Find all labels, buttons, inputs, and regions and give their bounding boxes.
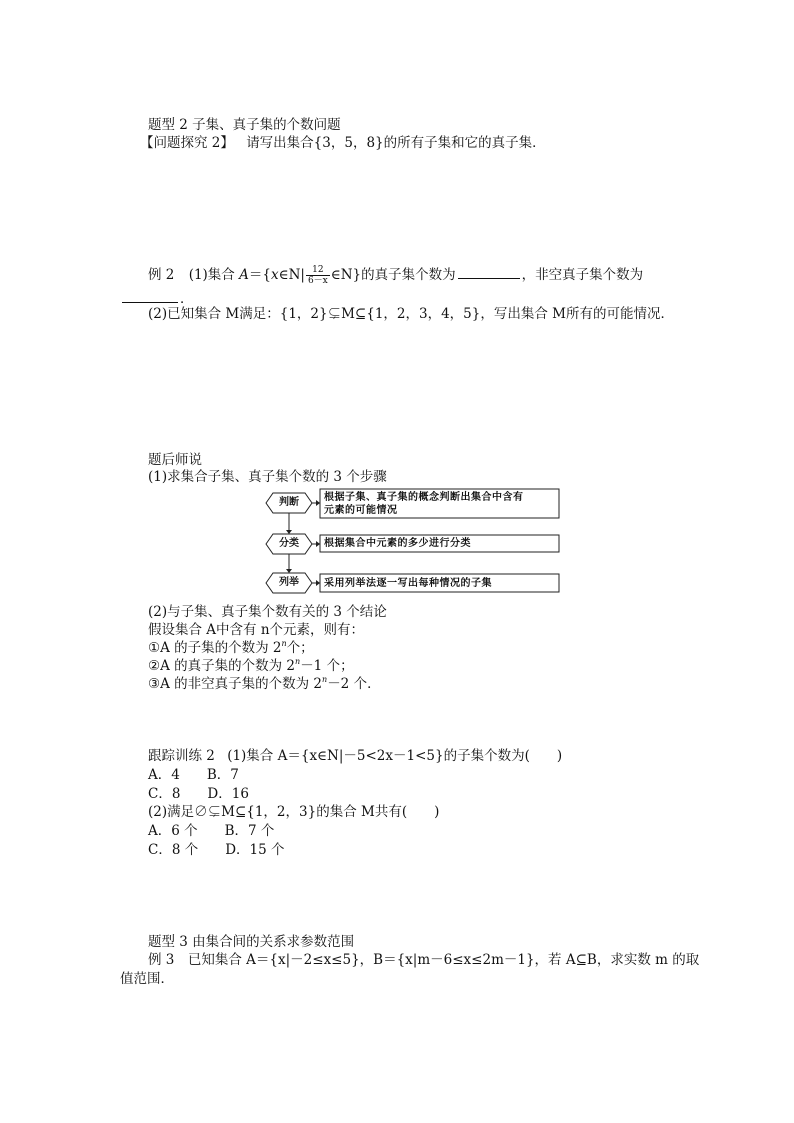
flow-step-1-line-1: 根据子集、真子集的概念判断出集合中含有 (324, 492, 524, 503)
conclusion-2-post: －1 个； (300, 658, 354, 674)
summary-title: 题后师说 (148, 452, 202, 468)
exponent-n: n (295, 657, 301, 666)
fraction-denominator: 6－x (307, 276, 328, 286)
conclusion-1-pre: ①A 的子集的个数为 2 (148, 640, 282, 656)
flow-step-3-label: 列举 (279, 577, 299, 588)
example-2-label: 例 2 (148, 267, 175, 283)
track-2-q2-options-2: C．8 个 D．15 个 (148, 842, 285, 858)
conclusion-1 (148, 640, 314, 656)
track-2-q1-options-2: C．8 D．16 (148, 786, 249, 802)
conclusion-3 (148, 676, 381, 692)
inquiry-label: 【问题探究 2】 (140, 135, 234, 151)
ex2-set-close: ∈N}的真子集个数为 (330, 267, 456, 283)
track-2-q2-options-1: A．6 个 B．7 个 (148, 823, 275, 839)
example-3-line-2: 值范围． (120, 971, 174, 987)
conclusion-1-post: 个； (286, 640, 314, 656)
exponent-n: n (322, 675, 328, 684)
steps-flowchart (258, 488, 560, 596)
set-a-symbol: A (239, 267, 249, 283)
x-variable: x (270, 267, 279, 283)
conclusion-2-pre: ②A 的真子集的个数为 2 (148, 658, 296, 674)
summary-assume: 假设集合 A中含有 n个元素，则有： (148, 622, 365, 638)
flow-step-1-text (324, 491, 524, 517)
track-2-q1-text: (1)集合 A＝{x∈N|－5<2x－1<5}的子集个数为( ) (227, 748, 563, 764)
ex2-part1-prefix: (1)集合 (188, 267, 240, 283)
answer-blank-2[interactable] (122, 290, 178, 303)
summary-sub-2: (2)与子集、真子集个数有关的 3 个结论 (148, 604, 387, 620)
track-2-q1 (148, 748, 562, 764)
fraction-numerator: 12 (306, 265, 330, 276)
conclusion-2 (148, 658, 354, 674)
ex2-set-open: ＝{ (248, 267, 271, 283)
track-2-label: 跟踪训练 2 (148, 748, 215, 764)
flow-step-2-text: 根据集合中元素的多少进行分类 (324, 538, 471, 549)
conclusion-3-post: －2 个． (327, 676, 381, 692)
section-3-title: 题型 3 由集合间的关系求参数范围 (148, 934, 355, 950)
ex2-mid-text: ，非空真子集个数为 (521, 267, 644, 283)
example-3-line-1: 例 3 已知集合 A＝{x|－2≤x≤5}，B＝{x|m－6≤x≤2m－1}，若 A⊆B，求实数 m 的取 (148, 952, 700, 968)
fraction (306, 265, 330, 286)
example-2-blank-line (120, 290, 194, 307)
flow-step-1-label: 判断 (279, 497, 299, 508)
flow-step-3-text: 采用列举法逐一写出每种情况的子集 (324, 578, 492, 589)
flow-step-1-line-2: 元素的可能情况 (324, 505, 398, 516)
track-2-q1-options-1: A．4 B．7 (148, 767, 239, 783)
ex2-in-n: ∈N| (278, 267, 305, 283)
example-2-part-1 (148, 262, 643, 288)
section-2-title: 题型 2 子集、真子集的个数问题 (148, 117, 341, 133)
example-2-part-2: (2)已知集合 M满足：{1，2}⊊M⊆{1，2，3，4，5}，写出集合 M所有的可能情况． (148, 306, 674, 322)
ex2-end: ． (180, 291, 194, 307)
answer-blank-1[interactable] (458, 266, 520, 279)
inquiry-text: 请写出集合{3，5，8}的所有子集和它的真子集． (246, 135, 546, 151)
flow-step-2-label: 分类 (279, 538, 299, 549)
conclusion-3-pre: ③A 的非空真子集的个数为 2 (148, 676, 323, 692)
track-2-q2: (2)满足∅⊊M⊆{1，2，3}的集合 M共有( ) (148, 804, 440, 820)
exponent-n: n (281, 639, 287, 648)
inquiry-2 (140, 135, 546, 151)
summary-sub-1: (1)求集合子集、真子集个数的 3 个步骤 (148, 469, 387, 485)
